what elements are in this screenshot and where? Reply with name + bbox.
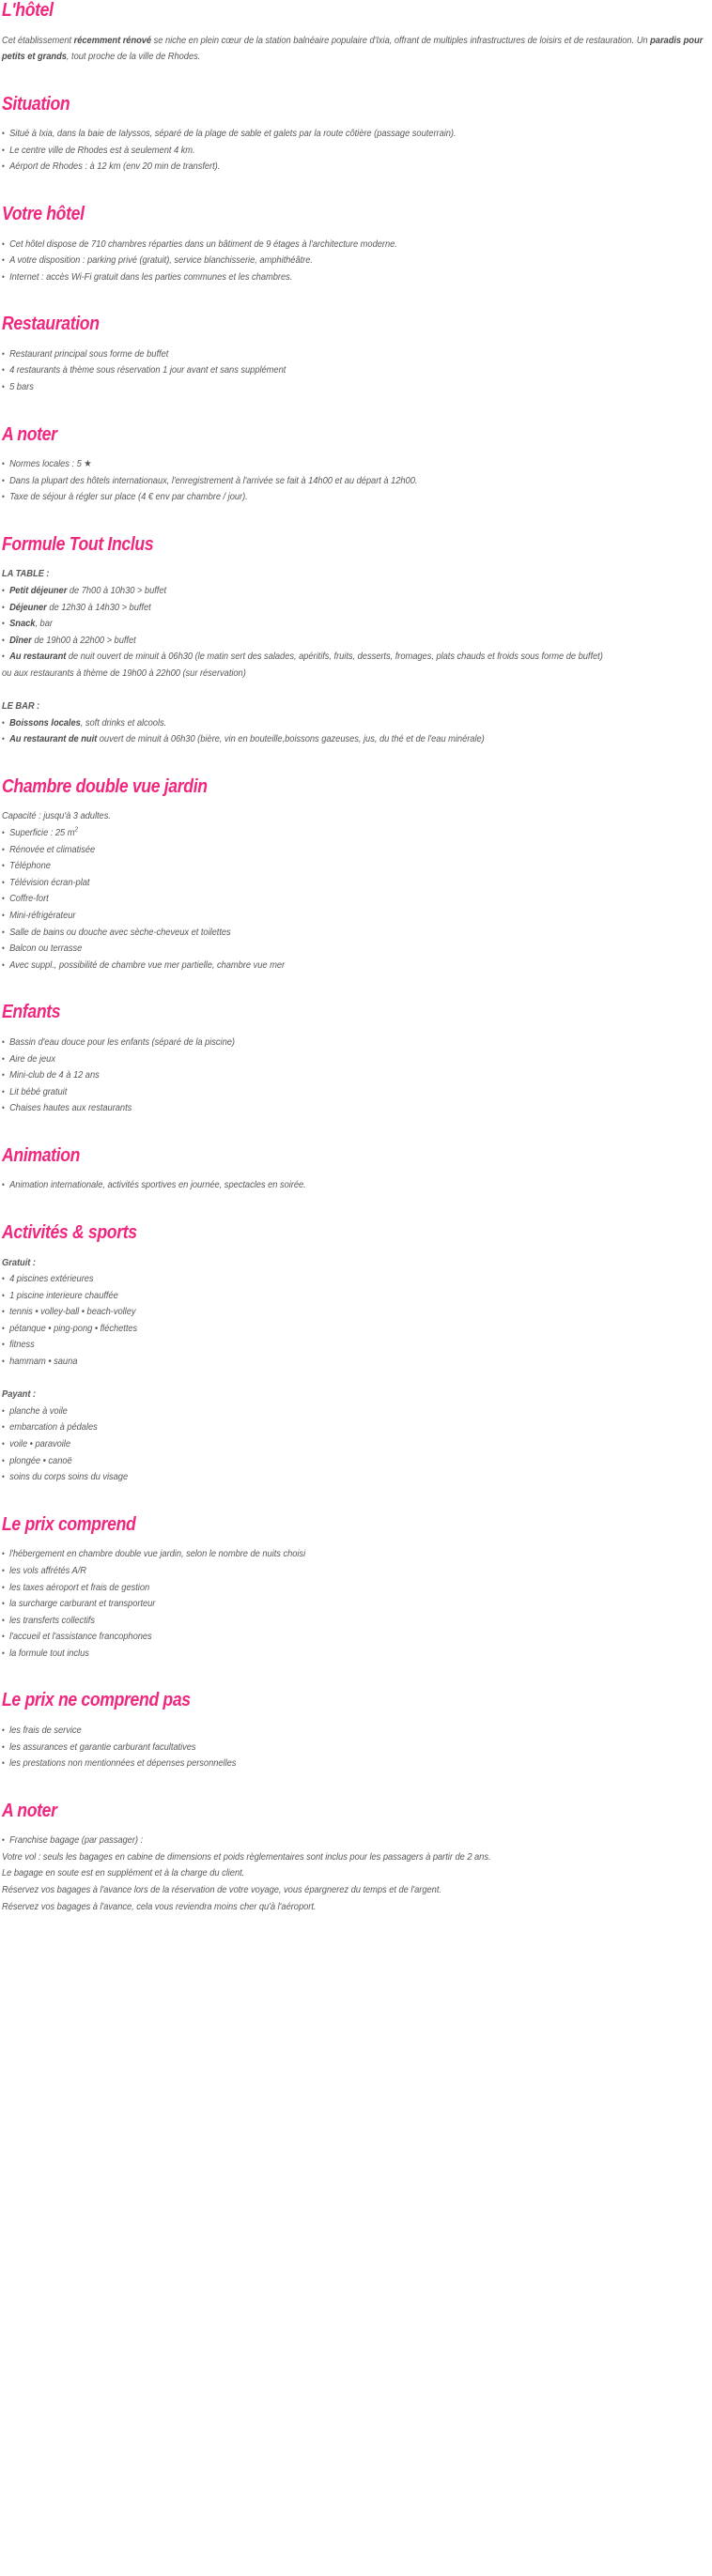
list-item: • Dîner de 19h00 à 22h00 > buffet [2, 633, 712, 650]
list-item: • Avec suppl., possibilité de chambre vue mer partielle, chambre vue mer [2, 958, 712, 974]
section-title-restauration: Restauration [2, 313, 100, 335]
block-label: Payant : [2, 1389, 37, 1401]
section-votre-hotel [2, 204, 710, 285]
block-label: Gratuit : [2, 1257, 36, 1268]
block-list [2, 1271, 710, 1371]
list-item: • Aérport de Rhodes : à 12 km (env 20 min de transfert). [2, 159, 712, 176]
list-item: • Au restaurant de nuit ouvert de minuit à 06h30 (bière, vin en bouteille,boissons gazeuses, jus, du thé et de l'eau minérale) [2, 731, 712, 748]
section-formule-tout-inclus [2, 534, 710, 748]
list-item: • les taxes aéroport et frais de gestion [2, 1580, 712, 1597]
section-title-activites-sports: Activités & sports [2, 1220, 137, 1243]
section-title-formule-tout-inclus: Formule Tout Inclus [2, 532, 154, 555]
spacer [2, 1371, 710, 1388]
chambre-list [2, 825, 710, 974]
list-item: • soins du corps soins du visage [2, 1469, 712, 1486]
list-item: • Balcon ou terrasse [2, 941, 712, 958]
block-list [2, 715, 710, 748]
list-item: • Chaises hautes aux restaurants [2, 1100, 712, 1117]
section-title-chambre: Chambre double vue jardin [2, 774, 208, 797]
section-title-le-prix-comprend: Le prix comprend [2, 1512, 136, 1535]
animation-list [2, 1177, 710, 1194]
list-item: • Bassin d'eau douce pour les enfants (séparé de la piscine) [2, 1035, 712, 1051]
list-item: • fitness [2, 1337, 712, 1354]
list-item: • Dans la plupart des hôtels internationaux, l'enregistrement à l'arrivée se fait à 14h00 et au départ à 12h00. [2, 473, 712, 490]
list-item: • Petit déjeuner de 7h00 à 10h30 > buffet [2, 583, 712, 600]
block-list [2, 1403, 710, 1486]
chambre-capacity: Capacité : jusqu'à 3 adultes. [2, 811, 111, 822]
list-item: • l'accueil et l'assistance francophones [2, 1629, 712, 1646]
section-a-noter-1 [2, 424, 710, 506]
list-item: • pétanque • ping-pong • fléchettes [2, 1321, 712, 1338]
le-prix-ne-comprend-pas-list [2, 1723, 710, 1772]
list-item: • les assurances et garantie carburant facultatives [2, 1740, 712, 1756]
section-title-a-noter-2: A noter [2, 1799, 57, 1821]
section-title-situation: Situation [2, 92, 70, 115]
list-item: • Déjeuner de 12h30 à 14h30 > buffet [2, 600, 712, 617]
list-item: • Télévision écran-plat [2, 875, 712, 892]
text-line: Réservez vos bagages à l'avance, cela vous reviendra moins cher qu'à l'aéroport. [2, 1901, 317, 1912]
list-item: • Aire de jeux [2, 1051, 712, 1068]
list-item: • Boissons locales, soft drinks et alcools. [2, 715, 712, 732]
section-title-votre-hotel: Votre hôtel [2, 203, 85, 224]
block-label: LA TABLE : [2, 569, 50, 580]
a-noter-1-list [2, 456, 710, 506]
list-item: • la formule tout inclus [2, 1646, 712, 1663]
a-noter-2-lines [2, 1849, 710, 1915]
list-item: • 4 piscines extérieures [2, 1271, 712, 1288]
list-item: • Taxe de séjour à régler sur place (4 € env par chambre / jour). [2, 489, 712, 506]
list-item: • Téléphone [2, 858, 712, 875]
section-chambre-double-vue-jardin [2, 776, 710, 974]
list-item: • Rénovée et climatisée [2, 842, 712, 859]
a-noter-2-list [2, 1832, 710, 1849]
section-situation [2, 94, 710, 176]
situation-list [2, 126, 710, 176]
text-line: Réservez vos bagages à l'avance lors de la réservation de votre voyage, vous épargnerez du temps et de l'argent. [2, 1885, 441, 1896]
block-label: LE BAR : [2, 701, 40, 713]
section-hotel [2, 0, 710, 66]
list-item: • voile • paravoile [2, 1436, 712, 1453]
list-item: • plongée • canoë [2, 1453, 712, 1470]
list-item: • planche à voile [2, 1403, 712, 1420]
section-title-le-prix-ne-comprend-pas: Le prix ne comprend pas [2, 1689, 191, 1711]
list-item: • Animation internationale, activités sportives en journée, spectacles en soirée. [2, 1177, 712, 1194]
list-item: • Mini-club de 4 à 12 ans [2, 1067, 712, 1084]
list-item: • Franchise bagage (par passager) : [2, 1832, 712, 1849]
section-le-prix-ne-comprend-pas [2, 1690, 710, 1771]
list-item: • tennis • volley-ball • beach-volley [2, 1304, 712, 1321]
list-item: • Lit bébé gratuit [2, 1084, 712, 1101]
section-title-hotel: L'hôtel [2, 0, 54, 21]
section-restauration [2, 314, 710, 395]
section-activites-sports [2, 1222, 710, 1486]
list-item: • Coffre-fort [2, 891, 712, 908]
section-enfants [2, 1002, 710, 1116]
list-item: • Au restaurant de nuit ouvert de minuit à 06h30 (le matin sert des salades, apéritifs, fruits, desserts, fromages, plats chauds et froids sous forme de buffet) [2, 649, 712, 666]
enfants-list [2, 1035, 710, 1117]
votre-hotel-list [2, 237, 710, 286]
spacer [2, 682, 710, 699]
list-item: • Normes locales : 5 ★ [2, 456, 712, 473]
list-item: • hammam • sauna [2, 1354, 712, 1371]
text-line: ou aux restaurants à thème de 19h00 à 22h00 (sur réservation) [2, 667, 246, 679]
list-item: • Restaurant principal sous forme de buffet [2, 346, 712, 363]
list-item: • les vols affrétés A/R [2, 1563, 712, 1580]
hotel-description: Cet établissement récemment rénové se niche en plein cœur de la station balnéaire populaire d'Ixia, offrant de multiples infrastructures de loisirs et de restauration. Un paradis pour petits et grands, tout proche de la ville de Rhodes. [2, 35, 704, 63]
list-item: • A votre disposition : parking privé (gratuit), service blanchisserie, amphithéâtre. [2, 253, 712, 269]
section-animation [2, 1145, 710, 1194]
list-item: • 1 piscine interieure chauffée [2, 1288, 712, 1305]
list-item: • la surcharge carburant et transporteur [2, 1596, 712, 1613]
section-title-a-noter-1: A noter [2, 422, 57, 445]
activites-blocks [2, 1255, 710, 1486]
list-item: • 4 restaurants à thème sous réservation 1 jour avant et sans supplément [2, 362, 712, 379]
list-item: • Situé à Ixia, dans la baie de Ialyssos, séparé de la plage de sable et galets par la route côtière (passage souterrain). [2, 126, 712, 143]
section-title-animation: Animation [2, 1143, 81, 1166]
list-item: • embarcation à pédales [2, 1419, 712, 1436]
list-item: • les frais de service [2, 1723, 712, 1740]
list-item: • 5 bars [2, 379, 712, 396]
restauration-list [2, 346, 710, 396]
list-item: • Cet hôtel dispose de 710 chambres réparties dans un bâtiment de 9 étages à l'architecture moderne. [2, 237, 712, 253]
section-le-prix-comprend [2, 1514, 710, 1663]
list-item: • Superficie : 25 $m^2$ [2, 825, 712, 842]
list-item: • Le centre ville de Rhodes est à seulement 4 km. [2, 143, 712, 160]
list-item: • les prestations non mentionnées et dépenses personnelles [2, 1756, 712, 1772]
formule-blocks [2, 566, 710, 748]
section-title-enfants: Enfants [2, 1001, 61, 1023]
text-line: Le bagage en soute est en supplément et à la charge du client. [2, 1868, 245, 1879]
text-line: Votre vol : seuls les bagages en cabine de dimensions et poids règlementaires sont inclus pour les passagers à partir de 2 ans. [2, 1851, 491, 1863]
list-item: • Internet : accès Wi-Fi gratuit dans les parties communes et les chambres. [2, 269, 712, 286]
list-item: • Mini-réfrigérateur [2, 908, 712, 925]
section-a-noter-2 [2, 1801, 710, 1915]
le-prix-comprend-list [2, 1546, 710, 1662]
list-item: • Snack, bar [2, 616, 712, 633]
list-item: • les transferts collectifs [2, 1613, 712, 1630]
list-item: • l'hébergement en chambre double vue jardin, selon le nombre de nuits choisi [2, 1546, 712, 1563]
list-item: • Salle de bains ou douche avec sèche-cheveux et toilettes [2, 925, 712, 942]
block-list [2, 583, 710, 666]
